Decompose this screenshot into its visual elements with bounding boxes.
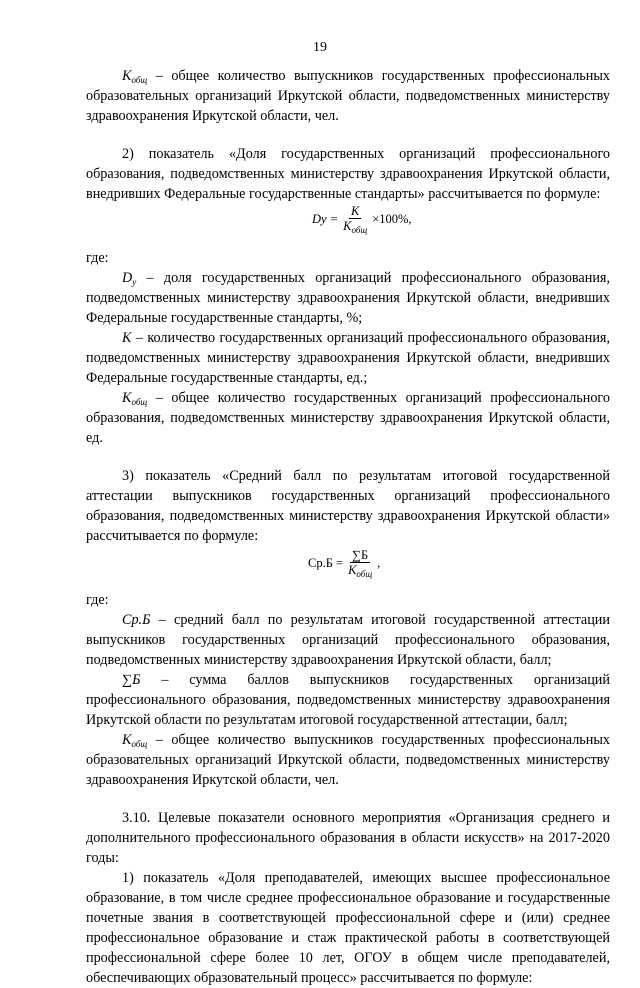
formula-dy-fraction [341,204,369,234]
formula-srb-row [86,546,610,590]
item3-where: где: [86,592,109,608]
item2-intro: 2) показатель «Доля государственных организаций профессионального образования, подведомственных министерству здравоохранения Иркутской области, внедривших Федеральные государственные стандарты» рассчитывается по формуле: [86,146,610,202]
section-310-heading: 3.10. Целевые показатели основного мероприятия «Организация среднего и дополнительного профессионального образования в области искусств» на 2017-2020 годы: [86,810,610,866]
formula-srb-fraction [346,548,374,578]
kobsh-description: – общее количество выпускников государственных профессиональных образовательных организаций Иркутской области, подведомственных министерству здравоохранения Иркутской области, чел. [86,68,610,124]
formula-dy-row [86,204,610,248]
document-body [86,66,610,988]
kobsh-symbol: K [122,68,132,84]
formula-dy-numerator: K [350,204,360,218]
item3-intro: 3) показатель «Средний балл по результатам итоговой государственной аттестации выпускников государственных организаций профессионального образования, подведомственных министерству здравоохранения Иркутской области» рассчитывается по формуле: [86,468,610,544]
formula-dy-rhs: ×100%, [372,212,412,226]
formula-srb-denominator: $K_{общ}$ [348,563,373,579]
def-sumb: ∑Б – сумма баллов выпускников государственных организаций профессионального образования, подведомственных министерству здравоохранения Иркутской области по результатам итоговой государственной аттестации, балл; [86,672,610,728]
formula-dy-denominator: $K_{общ}$ [343,219,368,235]
def-k: K – количество государственных организаций профессионального образования, подведомственных министерству здравоохранения Иркутской области, внедривших Федеральные государственные стандарты, ед.; [86,330,610,386]
section-310-item1: 1) показатель «Доля преподавателей, имеющих высшее профессиональное образование, в том числе среднее профессиональное образование и государственные почетные звания в соответствующей профессиональной сфере и (или) среднее профессиональное образование и стаж практической работы в соответствующей профессиональной сфере более 10 лет, ОГОУ в общем числе преподавателей, обеспечивающих образовательный процесс» рассчитывается по формуле: [86,870,610,986]
def-srb: Ср.Б – средний балл по результатам итоговой государственной аттестации выпускников государственных организаций профессионального образования, подведомственных министерству здравоохранения Иркутской области, балл; [86,612,610,668]
page-number: 19 [313,40,327,55]
formula-srb-rhs: , [377,556,381,570]
item2-where: где: [86,250,109,266]
formula-srb-lhs: Ср.Б = [308,556,344,570]
kobsh-definition [86,66,610,126]
formula-dy-lhs: Dу = [312,212,339,226]
formula-srb [308,548,380,578]
def-dy: $D_у$ – доля государственных организаций профессионального образования, подведомственных министерству здравоохранения Иркутской области, внедривших Федеральные государственные стандарты, %; [86,270,610,326]
def-kobsh-2: $K_{общ}$ – общее количество государственных организаций профессионального образования, подведомственных министерству здравоохранения Иркутской области, ед. [86,390,610,446]
formula-srb-numerator: ∑Б [352,548,369,562]
def-kobsh-3: $K_{общ}$ – общее количество выпускников государственных профессиональных образовательных организаций Иркутской области, подведомственных министерству здравоохранения Иркутской области, чел. [86,732,610,788]
kobsh-subscript: общ [131,75,148,85]
formula-dy [312,204,412,234]
